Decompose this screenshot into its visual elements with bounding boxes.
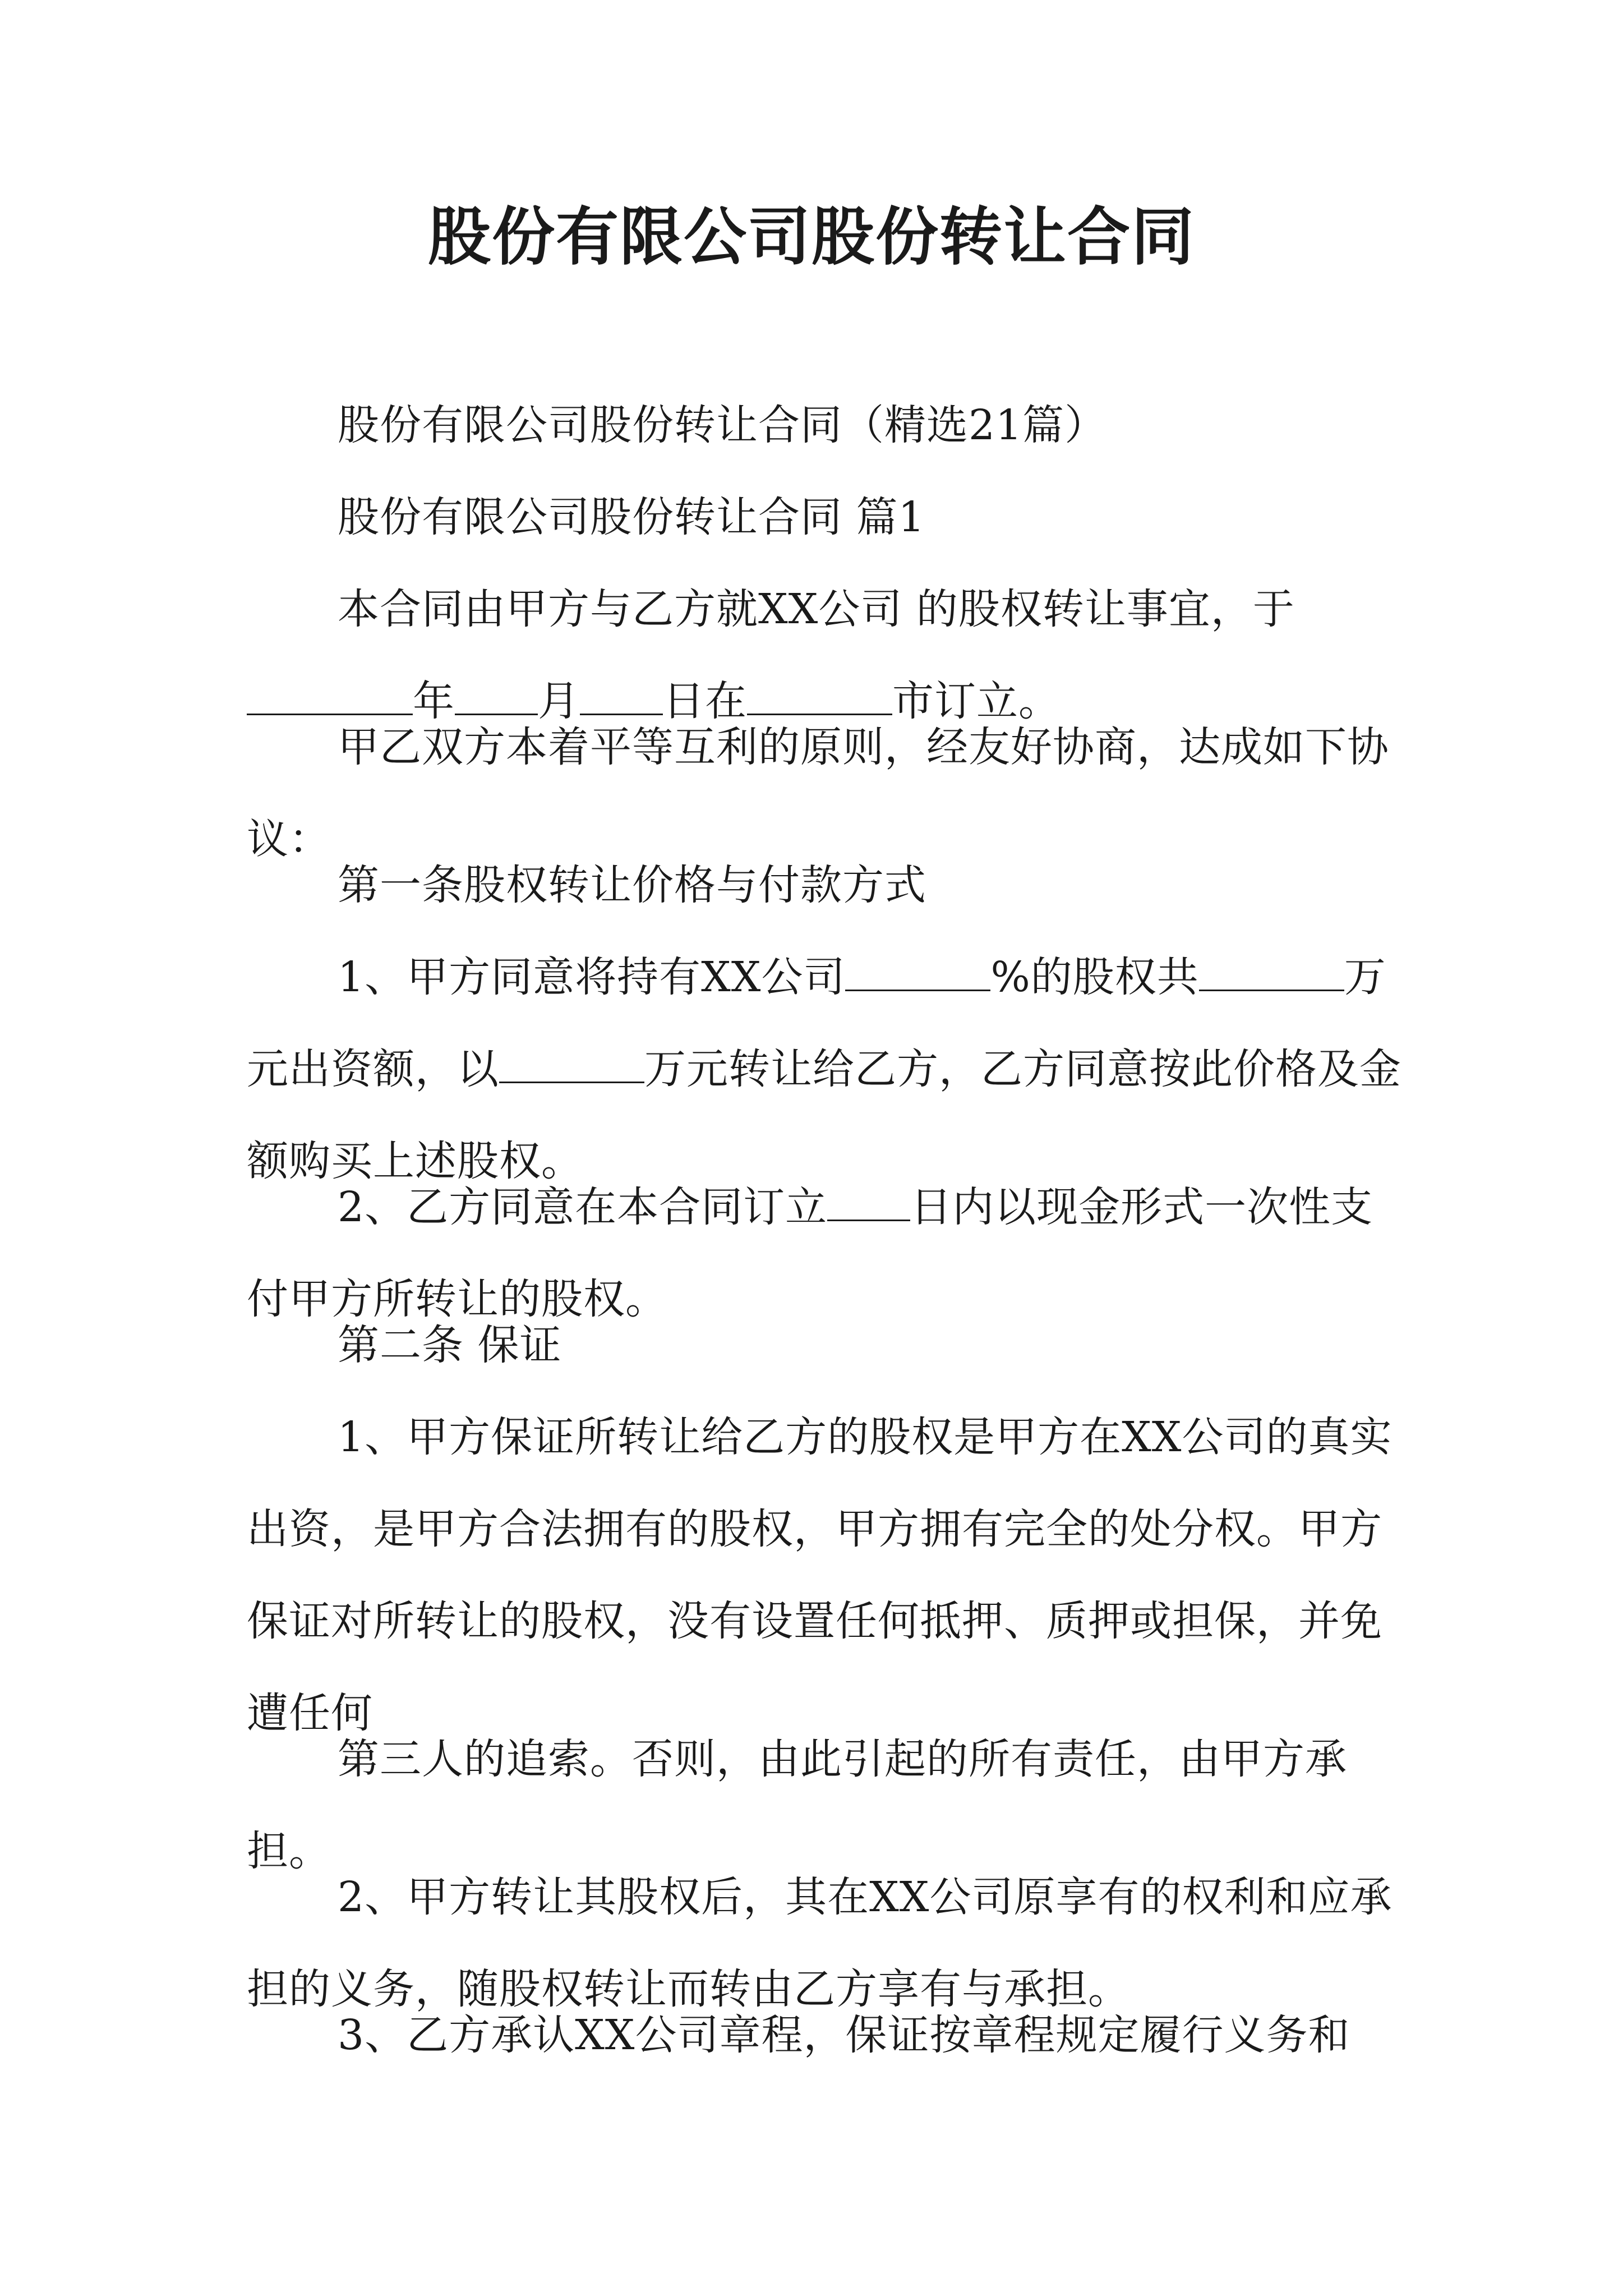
paragraph-text: 市订立。 <box>892 677 1061 725</box>
paragraph <box>247 1391 1402 1759</box>
paragraph-text: 万元出资额，以 <box>247 953 1386 1093</box>
paragraph-text: 日在 <box>663 677 747 725</box>
paragraph-text: 日内以现金形式一次性支付甲方所转让的股权。 <box>247 1183 1373 1323</box>
paragraph-text: 月 <box>538 677 580 725</box>
paragraph-text: 年 <box>413 677 455 725</box>
paragraph-text: %的股权共 <box>990 953 1199 1001</box>
paragraph-text: 万元转让给乙方，乙方同意按此价格及金额购买上述股权。 <box>247 1045 1401 1185</box>
paragraph <box>247 839 1402 931</box>
document-title: 股份有限公司股份转让合同 <box>428 200 1195 274</box>
fill-in-blank <box>845 957 990 991</box>
paragraph <box>247 1989 1402 2081</box>
fill-in-blank <box>827 1187 910 1221</box>
paragraph-text: 第二条 保证 <box>338 1321 562 1369</box>
paragraph <box>247 471 1402 563</box>
paragraph-text: 第三人的追索。否则，由此引起的所有责任，由甲方承担。 <box>247 1735 1347 1875</box>
paragraph-text: 1、甲方保证所转让给乙方的股权是甲方在XX公司的真实出资，是甲方合法拥有的股权，甲方拥有完全的处分权。甲方保证对所转让的股权，没有设置任何抵押、质押或担保，并免遭任何 <box>247 1413 1393 1737</box>
paragraph <box>247 379 1402 471</box>
paragraph <box>247 1299 1402 1391</box>
paragraph-text: 第一条股权转让价格与付款方式 <box>338 861 926 909</box>
fill-in-blank <box>1199 957 1344 991</box>
paragraph-text: 甲乙双方本着平等互利的原则，经友好协商，达成如下协议： <box>247 723 1389 863</box>
paragraph-text: 本合同由甲方与乙方就XX公司 的股权转让事宜，于 <box>338 585 1295 633</box>
paragraph-text: 2、乙方同意在本合同订立 <box>338 1183 828 1231</box>
paragraph-text: 3、乙方承认XX公司章程，保证按章程规定履行义务和 <box>338 2011 1350 2059</box>
paragraph-text: 1、甲方同意将持有XX公司 <box>338 953 846 1001</box>
paragraph-text: 2、甲方转让其股权后，其在XX公司原享有的权利和应承担的义务，随股权转让而转由乙方享有与承担。 <box>247 1873 1393 2013</box>
fill-in-blank <box>499 1049 644 1083</box>
paragraph-text: 股份有限公司股份转让合同 篇1 <box>338 493 925 541</box>
paragraph-text: 股份有限公司股份转让合同（精选21篇） <box>338 401 1107 449</box>
